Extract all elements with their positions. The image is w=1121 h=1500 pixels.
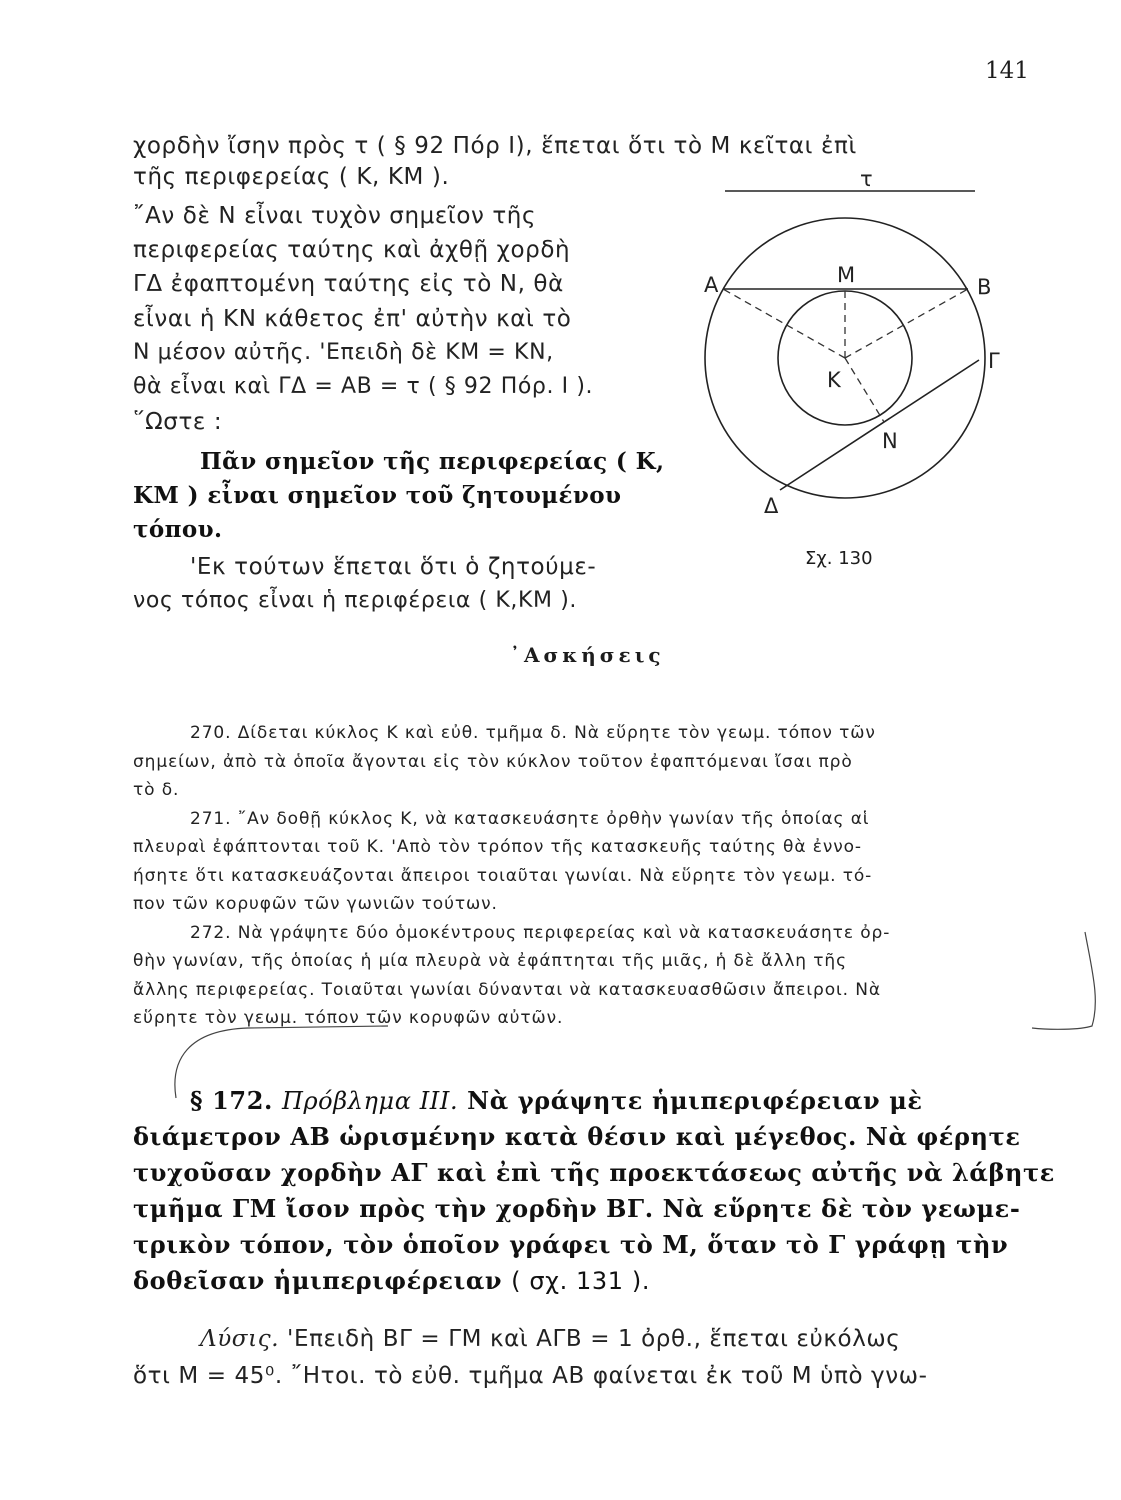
exercise-line: τὸ δ. <box>133 780 180 800</box>
label-k: Κ <box>827 368 841 392</box>
exercise-line: 272. Νὰ γράψητε δύο ὁμοκέντρους περιφερείας καὶ νὰ κατασκευάσητε ὀρ- <box>190 923 891 943</box>
problem-title: Πρόβλημα ΙΙΙ. <box>281 1087 459 1115</box>
exercise-line: πλευραὶ ἐφάπτονται τοῦ Κ. 'Απὸ τὸν τρόπον τῆς κατασκευῆς ταύτης θὰ ἐννο- <box>133 837 862 857</box>
exercise-line: εὕρητε τὸν γεωμ. τόπον τῶν κορυφῶν αὐτῶν. <box>133 1008 564 1028</box>
text-line: 'Εκ τούτων ἕπεται ὅτι ὁ ζητούμε- <box>190 554 597 580</box>
text-line: περιφερείας ταύτης καὶ ἀχθῇ χορδὴ <box>133 237 571 263</box>
exercise-line: ἄλλης περιφερείας. Τοιαῦται γωνίαι δύνανται νὰ κατασκευασθῶσιν ἄπειροι. Νὰ <box>133 980 881 1000</box>
exercises-heading: ᾽Ασκήσεις <box>510 643 665 667</box>
problem-line: διάμετρον ΑΒ ὡρισμένην κατὰ θέσιν καὶ μέγεθος. Νὰ φέρητε <box>133 1122 1021 1151</box>
exercise-line: 270. Δίδεται κύκλος Κ καὶ εὐθ. τμῆμα δ. Νὰ εὕρητε τὸν γεωμ. τόπον τῶν <box>190 723 876 743</box>
label-g: Γ <box>988 349 1000 373</box>
text-line: θὰ εἶναι καὶ ΓΔ = ΑΒ = τ ( § 92 Πόρ. Ι ). <box>133 374 594 399</box>
exercise-line: 271. ῎Αν δοθῇ κύκλος Κ, νὰ κατασκευάσητε ὀρθὴν γωνίαν τῆς ὁποίας αἱ <box>190 809 870 829</box>
text-line: Ν μέσον αὐτῆς. 'Επειδὴ δὲ ΚΜ = ΚΝ, <box>133 340 554 365</box>
exercise-line: σημείων, ἀπὸ τὰ ὁποῖα ἄγονται εἰς τὸν κύκλον τοῦτον ἐφαπτόμεναι ἴσαι πρὸ <box>133 752 853 772</box>
figure-130 <box>690 170 1010 530</box>
problem-line: τρικὸν τόπον, τὸν ὁποῖον γράφει τὸ Μ, ὅταν τὸ Γ γράφῃ τὴν <box>133 1230 1009 1259</box>
section-number: § 172. <box>190 1086 273 1115</box>
text-line: εἶναι ἡ ΚΝ κάθετος ἐπ' αὐτὴν καὶ τὸ <box>133 306 572 332</box>
segment-kn <box>845 358 884 422</box>
problem-text: δοθεῖσαν ἡμιπεριφέρειαν <box>133 1266 503 1295</box>
label-a: Α <box>704 273 719 297</box>
solution-label: Λύσις. <box>200 1326 280 1352</box>
exercise-line: ήσητε ὅτι κατασκευάζονται ἄπειροι τοιαῦται γωνίαι. Νὰ εὕρητε τὸν γεωμ. τό- <box>133 866 873 886</box>
text-line: ῎Αν δὲ Ν εἶναι τυχὸν σημεῖον τῆς <box>133 203 537 229</box>
solution-line <box>200 1326 900 1352</box>
problem-line: τυχοῦσαν χορδὴν ΑΓ καὶ ἐπὶ τῆς προεκτάσεως αὐτῆς νὰ λάβητε <box>133 1158 1055 1187</box>
problem-line: τμῆμα ΓΜ ἴσον πρὸς τὴν χορδὴν ΒΓ. Νὰ εὕρητε δὲ τὸν γεωμε- <box>133 1194 1021 1223</box>
problem-line <box>133 1266 650 1295</box>
solution-line: ὅτι Μ = 45⁰. ῎Ητοι. τὸ εὐθ. τμῆμα ΑΒ φαίνεται ἐκ τοῦ Μ ὑπὸ γνω- <box>133 1363 928 1389</box>
theorem-line: Πᾶν σημεῖον τῆς περιφερείας ( Κ, <box>200 448 665 475</box>
exercise-line: θὴν γωνίαν, τῆς ὁποίας ἡ μία πλευρὰ νὰ ἐφάπτηται τῆς μιᾶς, ἡ δὲ ἄλλη τῆς <box>133 951 847 971</box>
chord-gd <box>780 360 979 490</box>
segment-kb <box>845 289 968 358</box>
problem-text: Νὰ γράψητε ἡμιπεριφέρειαν μὲ <box>467 1086 923 1115</box>
label-tau: τ <box>860 170 873 191</box>
problem-line <box>190 1086 923 1115</box>
theorem-line: ΚΜ ) εἶναι σημεῖον τοῦ ζητουμένου <box>133 482 622 509</box>
theorem-line: τόπου. <box>133 516 223 543</box>
text-line: τῆς περιφερείας ( Κ, ΚΜ ). <box>133 164 450 190</box>
text-line: ΓΔ ἐφαπτομένη ταύτης εἰς τὸ Ν, θὰ <box>133 271 564 297</box>
figure-reference: ( σχ. 131 ). <box>511 1267 651 1295</box>
page-number: 141 <box>985 58 1029 84</box>
label-n: Ν <box>882 429 898 453</box>
text-line: χορδὴν ἴσην πρὸς τ ( § 92 Πόρ Ι), ἕπεται ὅτι τὸ Μ κεῖται ἐπὶ <box>133 133 857 159</box>
label-d: Δ <box>764 494 779 518</box>
text-line: νος τόπος εἶναι ἡ περιφέρεια ( Κ,ΚΜ ). <box>133 588 577 613</box>
segment-ka <box>723 289 845 358</box>
solution-text: 'Επειδὴ ΒΓ = ΓΜ καὶ ΑΓΒ = 1 ὀρθ., ἕπεται εὐκόλως <box>287 1326 901 1352</box>
exercise-line: πον τῶν κορυφῶν τῶν γωνιῶν τούτων. <box>133 894 498 914</box>
label-m: Μ <box>837 263 856 287</box>
text-line: ῞Ωστε : <box>133 409 223 435</box>
figure-caption: Σχ. 130 <box>805 548 873 569</box>
pencil-margin-mark <box>1030 930 1120 1040</box>
label-b: Β <box>977 275 992 299</box>
